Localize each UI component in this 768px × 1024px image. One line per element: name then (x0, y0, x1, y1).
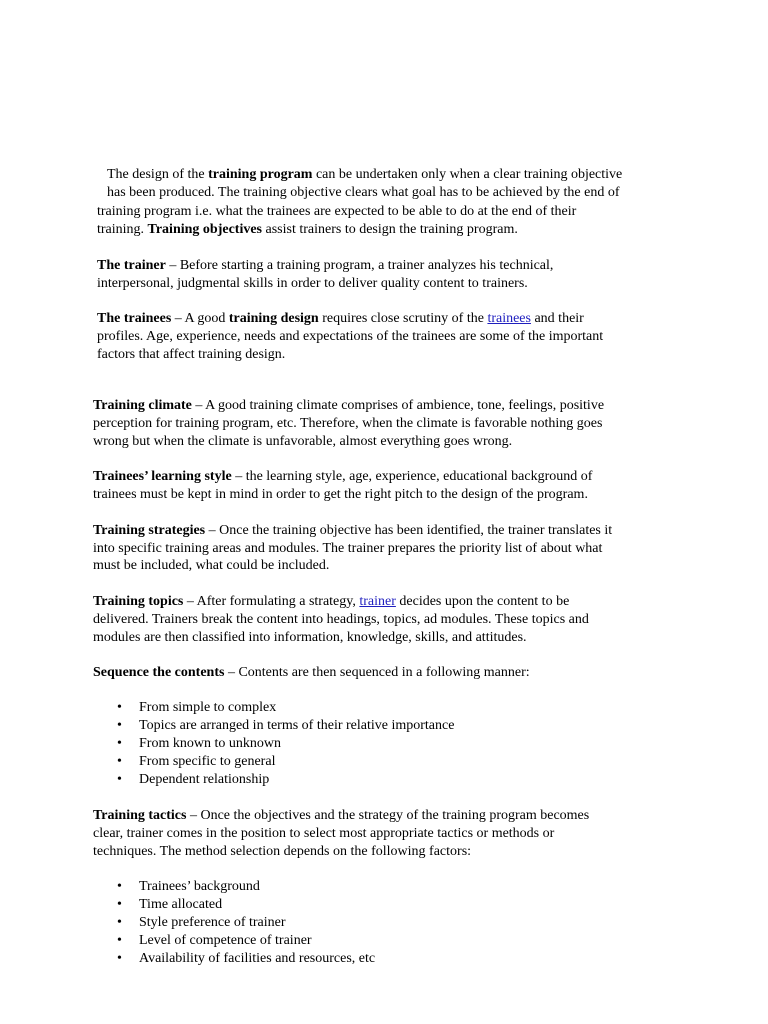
trainees-line-3: factors that affect training design. (97, 347, 286, 362)
text: assist trainers to design the training program. (262, 222, 518, 237)
text: – A good training climate comprises of ambience, tone, feelings, positive (191, 398, 605, 413)
topics-line-2: delivered. Trainers break the content into headings, topics, ad modules. These topics and (93, 612, 589, 627)
bullet-icon: • (117, 736, 122, 751)
bullet-icon: • (117, 754, 122, 769)
text: – A good (171, 311, 229, 326)
bold-term: Training topics (93, 594, 184, 609)
text: can be undertaken only when a clear training objective (312, 167, 623, 182)
sequence-line-1 (93, 664, 530, 682)
text: requires close scrutiny of the (318, 311, 488, 326)
style-line-1 (93, 468, 592, 486)
topics-line-3: modules are then classified into information, knowledge, skills, and attitudes. (93, 630, 527, 645)
bold-term: Trainees’ learning style (93, 469, 232, 484)
bold-term: training design (228, 311, 319, 326)
strategies-line-3: must be included, what could be included. (93, 558, 330, 573)
strategies-line-2: into specific training areas and modules. The trainer prepares the priority list of about what (93, 541, 603, 556)
list-item: Level of competence of trainer (139, 933, 312, 948)
trainees-line-1 (97, 310, 584, 328)
text: – Before starting a training program, a trainer analyzes his technical, (165, 258, 554, 273)
trainer-line-2: interpersonal, judgmental skills in order to deliver quality content to trainers. (97, 276, 528, 291)
list-item: Style preference of trainer (139, 915, 286, 930)
bold-term: Training climate (93, 398, 192, 413)
bold-term: training program (208, 167, 313, 182)
intro-line-2: has been produced. The training objective clears what goal has to be achieved by the end of (107, 185, 620, 200)
list-item: Topics are arranged in terms of their relative importance (139, 718, 455, 733)
text: – Once the objectives and the strategy of the training program becomes (186, 808, 590, 823)
text: – After formulating a strategy, (183, 594, 360, 609)
climate-line-1 (93, 397, 604, 415)
list-item: Availability of facilities and resources, etc (139, 951, 376, 966)
trainees-line-2: profiles. Age, experience, needs and expectations of the trainees are some of the important (97, 329, 604, 344)
trainees-link[interactable]: trainees (487, 311, 531, 326)
text: training. (97, 222, 148, 237)
tactics-line-3: techniques. The method selection depends on the following factors: (93, 844, 472, 859)
bold-term: Training objectives (147, 222, 263, 237)
intro-line-3: training program i.e. what the trainees are expected to be able to do at the end of their (97, 204, 577, 219)
text: – Contents are then sequenced in a following manner: (224, 665, 530, 680)
bold-term: Sequence the contents (93, 665, 225, 680)
bullet-icon: • (117, 915, 122, 930)
text: The design of the (107, 167, 209, 182)
bullet-icon: • (117, 879, 122, 894)
text: and their (530, 311, 584, 326)
text: – the learning style, age, experience, educational background of (231, 469, 593, 484)
bullet-icon: • (117, 718, 122, 733)
trainer-line-1 (97, 257, 553, 275)
bold-term: The trainer (97, 258, 166, 273)
bullet-icon: • (117, 897, 122, 912)
bullet-icon: • (117, 933, 122, 948)
text: decides upon the content to be (395, 594, 570, 609)
intro-line-1 (107, 166, 622, 184)
text: – Once the training objective has been identified, the trainer translates it (205, 523, 613, 538)
strategies-line-1 (93, 522, 612, 540)
bold-term: Training tactics (93, 808, 187, 823)
list-item: Trainees’ background (139, 879, 260, 894)
bold-term: Training strategies (93, 523, 206, 538)
list-item: From specific to general (139, 754, 276, 769)
tactics-line-2: clear, trainer comes in the position to select most appropriate tactics or methods or (93, 826, 555, 841)
list-item: From known to unknown (139, 736, 281, 751)
topics-line-1 (93, 593, 569, 611)
bold-term: The trainees (97, 311, 172, 326)
intro-line-4 (97, 221, 518, 239)
climate-line-3: wrong but when the climate is unfavorable, almost everything goes wrong. (93, 434, 513, 449)
tactics-line-1 (93, 807, 589, 825)
bullet-icon: • (117, 951, 122, 966)
climate-line-2: perception for training program, etc. Therefore, when the climate is favorable nothing goes (93, 416, 603, 431)
list-item: From simple to complex (139, 700, 277, 715)
list-item: Dependent relationship (139, 772, 270, 787)
bullet-icon: • (117, 772, 122, 787)
style-line-2: trainees must be kept in mind in order to get the right pitch to the design of the program. (93, 487, 588, 502)
list-item: Time allocated (139, 897, 223, 912)
bullet-icon: • (117, 700, 122, 715)
trainer-link[interactable]: trainer (359, 594, 396, 609)
